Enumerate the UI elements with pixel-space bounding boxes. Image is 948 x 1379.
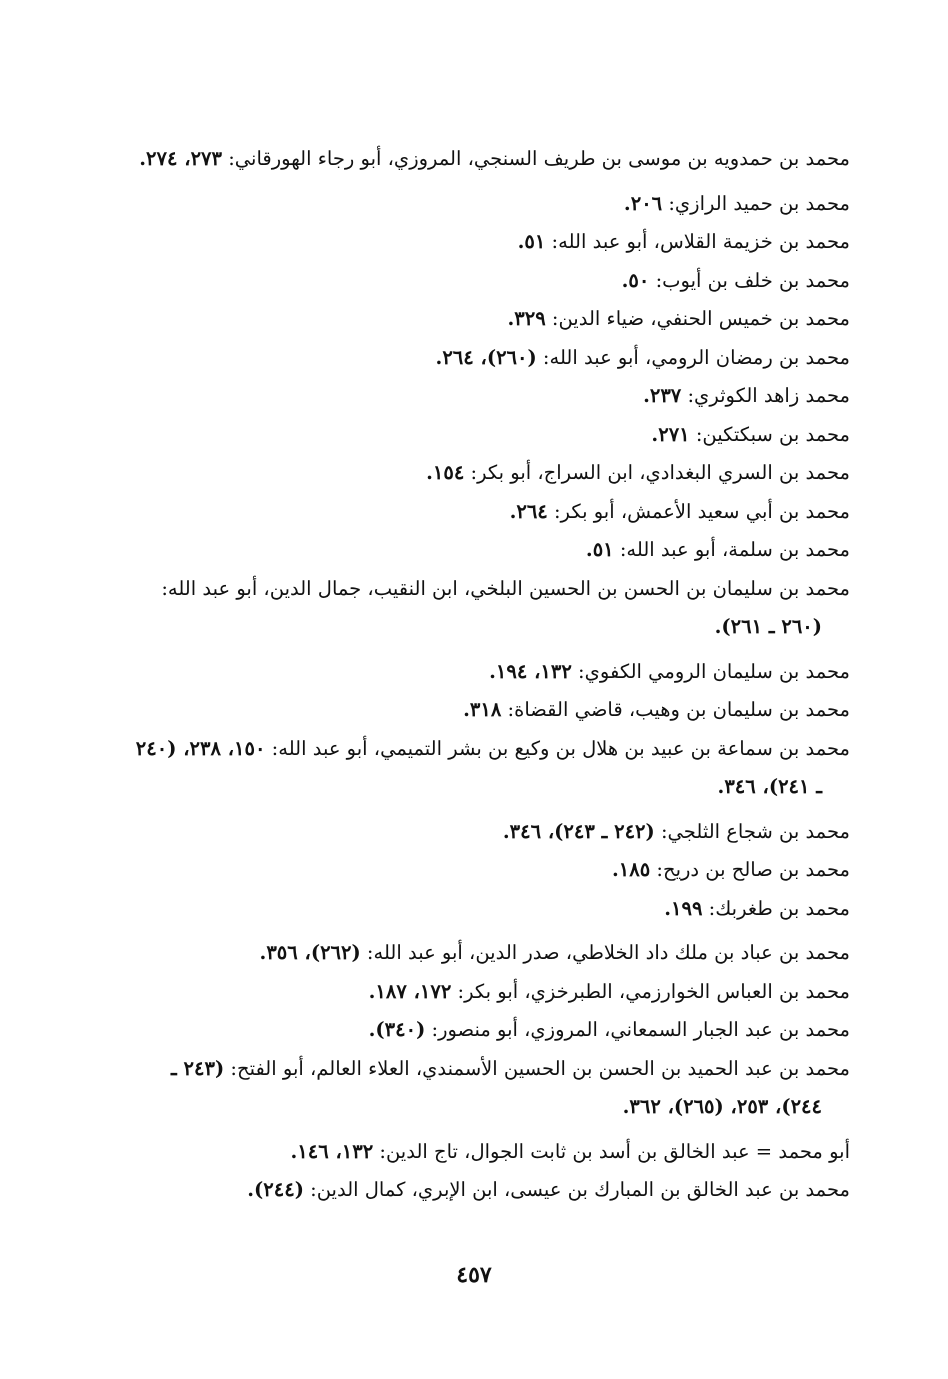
entry-name: محمد بن سليمان الرومي الكفوي:: [578, 659, 850, 683]
entry-refs: ٢٧١.: [651, 422, 690, 446]
entry-name: محمد بن سليمان بن الحسن بن الحسين البلخي، ابن النقيب، جمال الدين، أبو عبد الله:: [161, 576, 850, 600]
entry-refs: ١٧٢، ١٨٧.: [368, 979, 452, 1003]
index-entry: [128, 223, 850, 262]
entry-name: محمد بن عبد الحميد بن الحسن بن الحسين الأسمندي، العلاء العالم، أبو الفتح:: [230, 1056, 850, 1080]
index-entry: [128, 1011, 850, 1050]
index-page-body: [128, 140, 850, 1210]
index-entry: [128, 653, 850, 692]
entry-refs: ١٣٢، ١٩٤.: [489, 659, 572, 683]
index-entry: [128, 300, 850, 339]
entry-refs: ١٨٥.: [611, 858, 651, 881]
entry-refs: (٢٦٠)، ٢٦٤.: [435, 345, 537, 369]
entry-refs: ٣٢٩.: [507, 307, 546, 330]
entry-refs: ٢٠٦.: [623, 191, 663, 215]
entry-name: محمد بن سليمان بن وهيب، قاضي القضاة:: [507, 698, 850, 721]
index-entry: [128, 1171, 850, 1210]
entry-name: محمد بن سلمة، أبو عبد الله:: [619, 538, 850, 561]
page-number: ٤٥٧: [456, 1262, 492, 1288]
index-entry: [128, 890, 850, 929]
entry-refs: ١٥٠، ٢٣٨، (٢٤٠ ـ ٢٤١)، ٣٤٦.: [135, 736, 822, 798]
entry-name: محمد بن أبي سعيد الأعمش، أبو بكر:: [553, 499, 850, 523]
entry-name: محمد بن عبد الخالق بن المبارك بن عيسى، ابن الإبري، كمال الدين:: [310, 1178, 850, 1201]
index-entry: [128, 730, 850, 807]
index-entry: [128, 339, 850, 378]
entry-refs: ٥٠.: [621, 268, 650, 292]
entry-refs: ٥١.: [517, 230, 546, 253]
index-entry: [128, 851, 850, 890]
index-entry: [128, 416, 850, 455]
index-entry: [128, 493, 850, 532]
index-entry: [128, 262, 850, 301]
entry-name: محمد بن خزيمة القلاس، أبو عبد الله:: [551, 230, 850, 253]
index-entry: [128, 570, 850, 647]
entry-name: محمد بن سبكتكين:: [695, 422, 850, 446]
entry-name: محمد بن العباس الخوارزمي، الطبرخزي، أبو بكر:: [457, 979, 850, 1003]
index-entry: [128, 973, 850, 1012]
index-entry: [128, 531, 850, 570]
entry-refs: ١٣٢، ١٤٦.: [290, 1139, 374, 1163]
entry-refs: ٢٦٤.: [509, 499, 548, 523]
entry-name: محمد بن عباد بن ملك داد الخلاطي، صدر الدين، أبو عبد الله:: [366, 941, 850, 964]
index-entry: [128, 813, 850, 852]
entry-name: محمد بن شجاع الثلجي:: [660, 819, 850, 843]
entry-name: محمد بن سماعة بن عبيد بن هلال بن وكيع بن بشر التميمي، أبو عبد الله:: [271, 736, 850, 760]
entry-refs: (٢٦٠ ـ ٢٦١).: [714, 615, 822, 638]
entry-name: محمد بن حميد الرازي:: [668, 191, 850, 215]
index-entry: [128, 1133, 850, 1172]
entry-name: محمد بن خميس الحنفي، ضياء الدين:: [551, 307, 850, 330]
entry-refs: ٣١٨.: [463, 698, 502, 721]
entry-refs: ٥١.: [585, 538, 614, 561]
index-entry: [128, 140, 850, 179]
entry-name: محمد زاهد الكوثري:: [687, 384, 850, 407]
index-entry: [128, 691, 850, 730]
index-entry: [128, 185, 850, 224]
entry-name: محمد بن رمضان الرومي، أبو عبد الله:: [542, 345, 850, 369]
entry-name: محمد بن عبد الجبار السمعاني، المروزي، أبو منصور:: [431, 1018, 850, 1041]
index-entry: [128, 934, 850, 973]
index-entry: [128, 1050, 850, 1127]
index-entry: [128, 377, 850, 416]
index-entry: [128, 454, 850, 493]
entry-name: محمد بن السري البغدادي، ابن السراج، أبو بكر:: [470, 461, 850, 484]
entry-name: محمد بن خلف بن أيوب:: [655, 268, 850, 292]
entry-refs: (٢٤٣ ـ ٢٤٤)، ٢٥٣، (٢٦٥)، ٣٦٢.: [171, 1056, 822, 1118]
entry-refs: ٢٣٧.: [643, 384, 682, 407]
entry-name: أبو محمد = عبد الخالق بن أسد بن ثابت الجوال، تاج الدين:: [379, 1139, 850, 1163]
entry-refs: ١٩٩.: [664, 896, 703, 920]
entry-refs: (٢٤٢ ـ ٢٤٣)، ٣٤٦.: [502, 819, 655, 843]
entry-refs: (٢٤٤).: [247, 1178, 304, 1201]
entry-name: محمد بن حمدويه بن موسى بن طريف السنجي، المروزي، أبو رجاء الهورقاني:: [228, 147, 850, 170]
entry-refs: (٣٤٠).: [368, 1018, 426, 1041]
entry-refs: ٢٧٣، ٢٧٤.: [139, 147, 222, 170]
entry-name: محمد بن طغربك:: [708, 896, 850, 920]
entry-refs: (٢٦٢)، ٣٥٦.: [259, 941, 361, 964]
entry-refs: ١٥٤.: [426, 461, 465, 484]
entry-name: محمد بن صالح بن دريح:: [656, 858, 850, 881]
